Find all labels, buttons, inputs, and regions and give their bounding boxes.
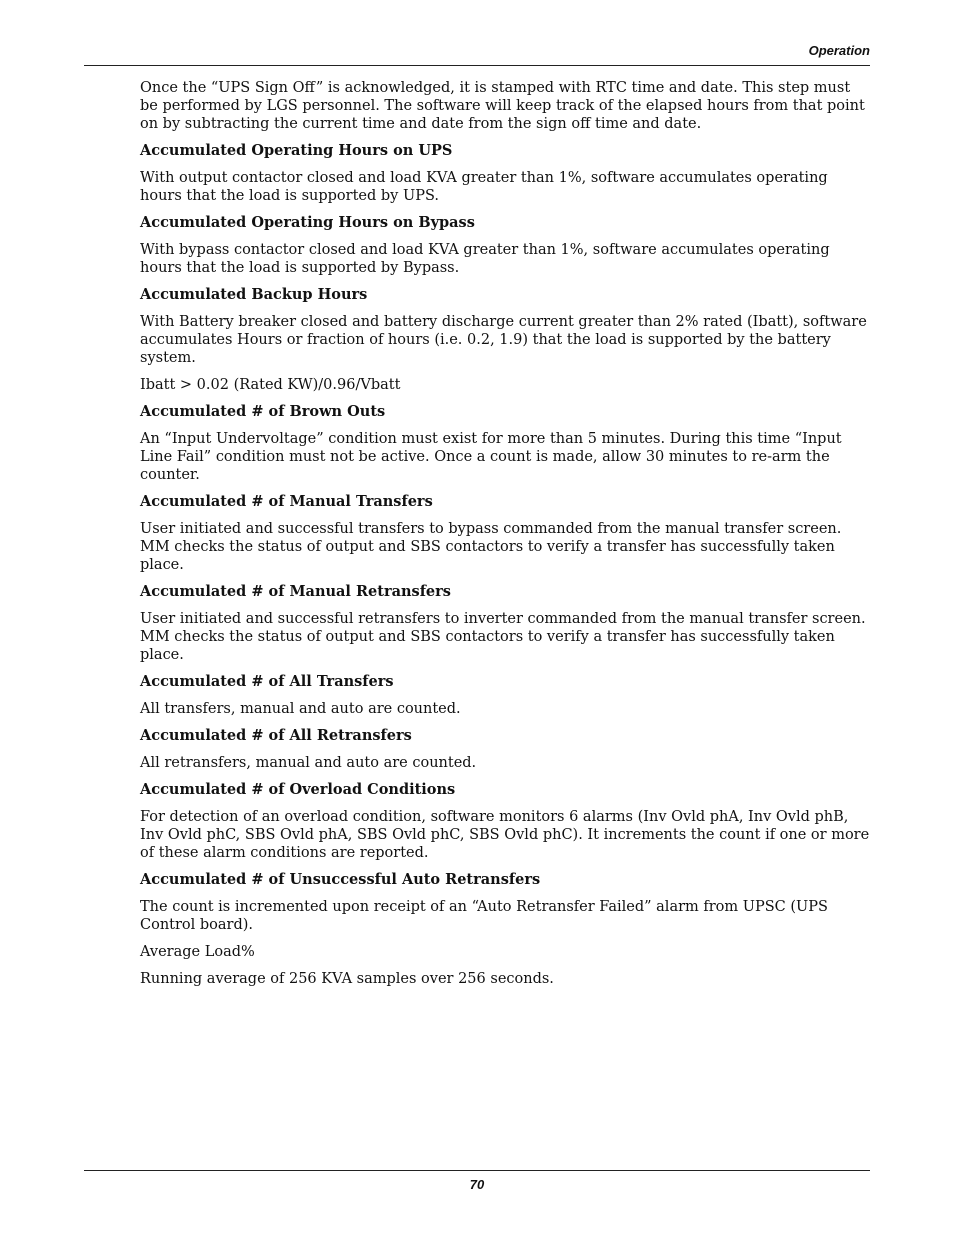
section-heading: Accumulated # of Brown Outs bbox=[140, 403, 386, 420]
header-title: Operation bbox=[808, 43, 870, 58]
paragraph: With output contactor closed and load KVA greater than 1%, software accumulates operating hours that the load is supported by UPS. bbox=[140, 170, 828, 204]
paragraph: For detection of an overload condition, software monitors 6 alarms (Inv Ovld phA, Inv Ovld phB, Inv Ovld phC, SBS Ovld phA, SBS Ovld phC, SBS Ovld phC). It increments the count if one or more of these alarm conditions are reported. bbox=[140, 809, 870, 861]
formula-line: Ibatt > 0.02 (Rated KW)/0.96/Vbatt bbox=[140, 377, 401, 393]
section-heading: Accumulated # of Manual Retransfers bbox=[140, 583, 451, 600]
section-heading: Accumulated # of Manual Transfers bbox=[140, 493, 433, 510]
paragraph: All retransfers, manual and auto are counted. bbox=[140, 755, 477, 771]
paragraph: User initiated and successful transfers to bypass commanded from the manual transfer screen. MM checks the status of output and SBS contactors to verify a transfer has successfully taken place. bbox=[140, 521, 842, 573]
section-heading: Accumulated # of All Retransfers bbox=[140, 727, 412, 744]
page-footer bbox=[84, 1170, 870, 1192]
paragraph: With Battery breaker closed and battery discharge current greater than 2% rated (Ibatt), software accumulates Hours or fraction of hours (i.e. 0.2, 1.9) that the load is supported by the battery system. bbox=[140, 314, 867, 366]
page-number: 70 bbox=[469, 1177, 485, 1192]
paragraph: The count is incremented upon receipt of an “Auto Retransfer Failed” alarm from UPSC (UPS Control board). bbox=[140, 899, 828, 933]
paragraph: User initiated and successful retransfers to inverter commanded from the manual transfer screen. MM checks the status of output and SBS contactors to verify a transfer has successfully taken place. bbox=[140, 611, 866, 663]
section-heading: Accumulated Backup Hours bbox=[140, 286, 368, 303]
page-content bbox=[140, 79, 870, 997]
paragraph: All transfers, manual and auto are counted. bbox=[140, 701, 461, 717]
paragraph: Running average of 256 KVA samples over 256 seconds. bbox=[140, 971, 554, 987]
section-heading: Accumulated # of Overload Conditions bbox=[140, 781, 456, 798]
paragraph: Once the “UPS Sign Off” is acknowledged, it is stamped with RTC time and date. This step must be performed by LGS personnel. The software will keep track of the elapsed hours from that point on by subtracting the current time and date from the sign off time and date. bbox=[140, 80, 865, 132]
section-heading: Accumulated # of Unsuccessful Auto Retransfers bbox=[140, 871, 541, 888]
paragraph: An “Input Undervoltage” condition must exist for more than 5 minutes. During this time “Input Line Fail” condition must not be active. Once a count is made, allow 30 minutes to re-arm the counter. bbox=[140, 431, 842, 483]
section-heading: Accumulated Operating Hours on Bypass bbox=[140, 214, 475, 231]
paragraph: Average Load% bbox=[140, 944, 255, 960]
section-heading: Accumulated Operating Hours on UPS bbox=[140, 142, 453, 159]
section-heading: Accumulated # of All Transfers bbox=[140, 673, 394, 690]
page-header bbox=[84, 40, 870, 66]
paragraph: With bypass contactor closed and load KVA greater than 1%, software accumulates operating hours that the load is supported by Bypass. bbox=[140, 242, 830, 276]
